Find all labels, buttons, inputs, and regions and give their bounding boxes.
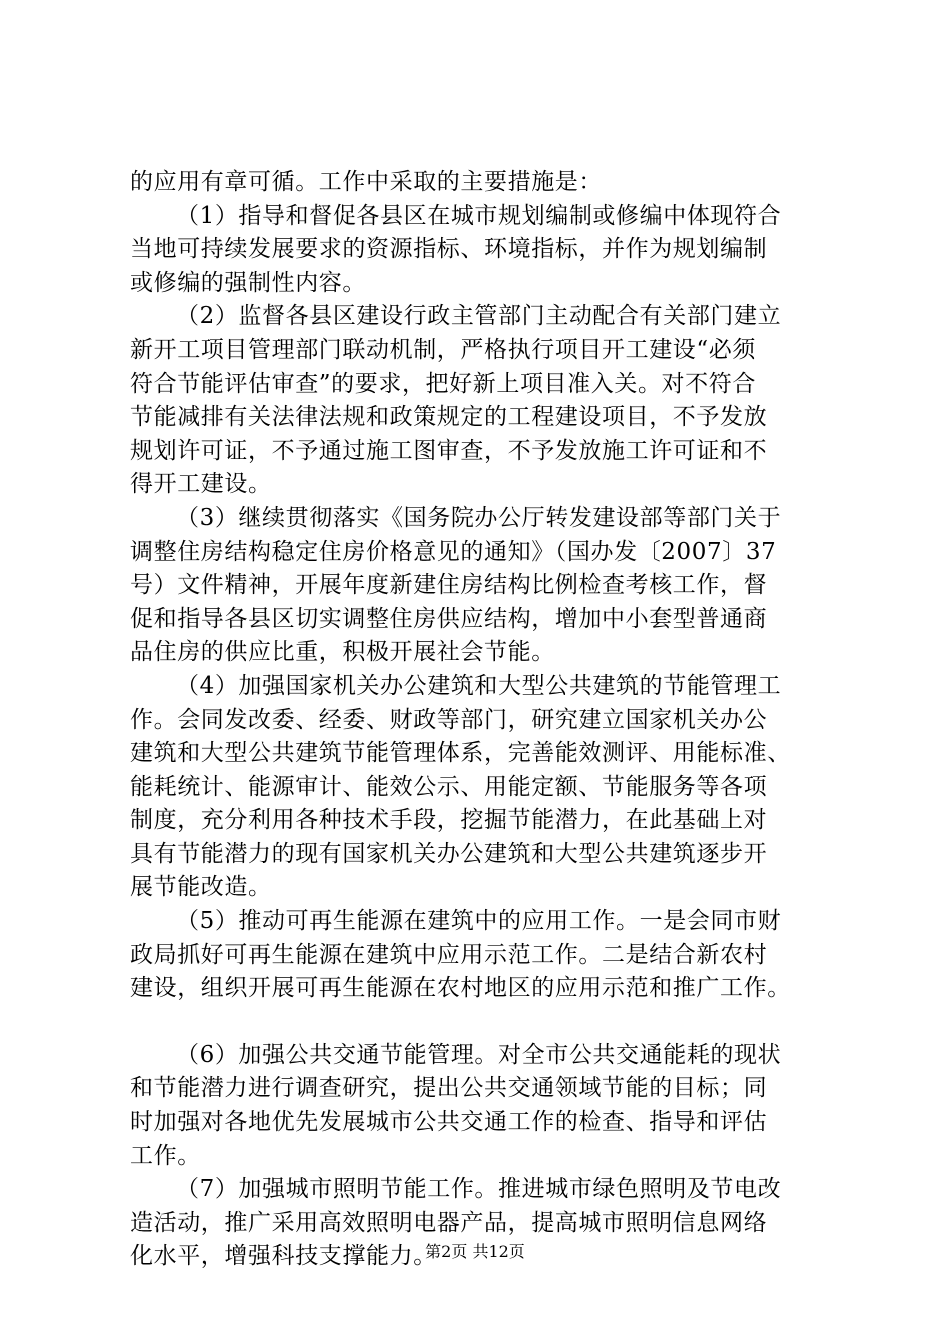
text-line: （5）推动可再生能源在建筑中的应用工作。一是会同市财 — [176, 908, 782, 935]
text-line: 建筑和大型公共建筑节能管理体系，完善能效测评、用能标准、 — [130, 740, 791, 767]
text-line: 调整住房结构稳定住房价格意见的通知》（国办发〔2007〕37 — [130, 538, 777, 565]
text-line: 化水平，增强科技支撑能力。 — [130, 1243, 437, 1270]
text-line: 新开工项目管理部门联动机制，严格执行项目开工建设“必须 — [130, 336, 756, 363]
text-line: 政局抓好可再生能源在建筑中应用示范工作。二是结合新农村 — [130, 941, 768, 968]
text-line: 符合节能评估审查”的要求，把好新上项目准入关。对不符合 — [130, 370, 756, 397]
text-line: （1）指导和督促各县区在城市规划编制或修编中体现符合 — [176, 202, 782, 229]
text-line: （3）继续贯彻落实《国务院办公厅转发建设部等部门关于 — [176, 504, 782, 531]
text-line: 品住房的供应比重，积极开展社会节能。 — [130, 639, 555, 666]
text-line: （6）加强公共交通节能管理。对全市公共交通能耗的现状 — [176, 1041, 782, 1068]
text-line: 和节能潜力进行调查研究，提出公共交通领域节能的目标；同 — [130, 1075, 768, 1102]
text-line: 具有节能潜力的现有国家机关办公建筑和大型公共建筑逐步开 — [130, 840, 768, 867]
text-line: 制度，充分利用各种技术手段，挖掘节能潜力，在此基础上对 — [130, 807, 768, 834]
paragraph-gap — [130, 1006, 830, 1039]
text-line: （2）监督各县区建设行政主管部门主动配合有关部门建立 — [176, 303, 782, 330]
text-line: 能耗统计、能源审计、能效公示、用能定额、节能服务等各项 — [130, 773, 768, 800]
document-body — [130, 166, 830, 1274]
text-line: 促和指导各县区切实调整住房供应结构，增加中小套型普通商 — [130, 605, 768, 632]
text-line: 号）文件精神，开展年度新建住房结构比例检查考核工作，督 — [130, 572, 768, 599]
text-line: 规划许可证，不予通过施工图审查，不予发放施工许可证和不 — [130, 437, 768, 464]
text-line: 节能减排有关法律法规和政策规定的工程建设项目，不予发放 — [130, 404, 768, 431]
text-line: 或修编的强制性内容。 — [130, 269, 366, 296]
text-line: 工作。 — [130, 1142, 201, 1169]
text-line: （4）加强国家机关办公建筑和大型公共建筑的节能管理工 — [176, 672, 782, 699]
text-line: 建设，组织开展可再生能源在农村地区的应用示范和推广工作。 — [130, 975, 791, 1002]
text-line: 时加强对各地优先发展城市公共交通工作的检查、指导和评估 — [130, 1109, 768, 1136]
text-line: （7）加强城市照明节能工作。推进城市绿色照明及节电改 — [176, 1176, 782, 1203]
text-line: 造活动，推广采用高效照明电器产品，提高城市照明信息网络 — [130, 1209, 768, 1236]
text-line: 的应用有章可循。工作中采取的主要措施是： — [130, 169, 602, 195]
text-line: 展节能改造。 — [130, 874, 272, 901]
text-line: 当地可持续发展要求的资源指标、环境指标，并作为规划编制 — [130, 236, 768, 263]
text-line: 得开工建设。 — [130, 471, 272, 498]
text-line: 作。会同发改委、经委、财政等部门，研究建立国家机关办公 — [130, 706, 768, 733]
page-footer: 第2页 共12页 — [425, 1242, 525, 1261]
